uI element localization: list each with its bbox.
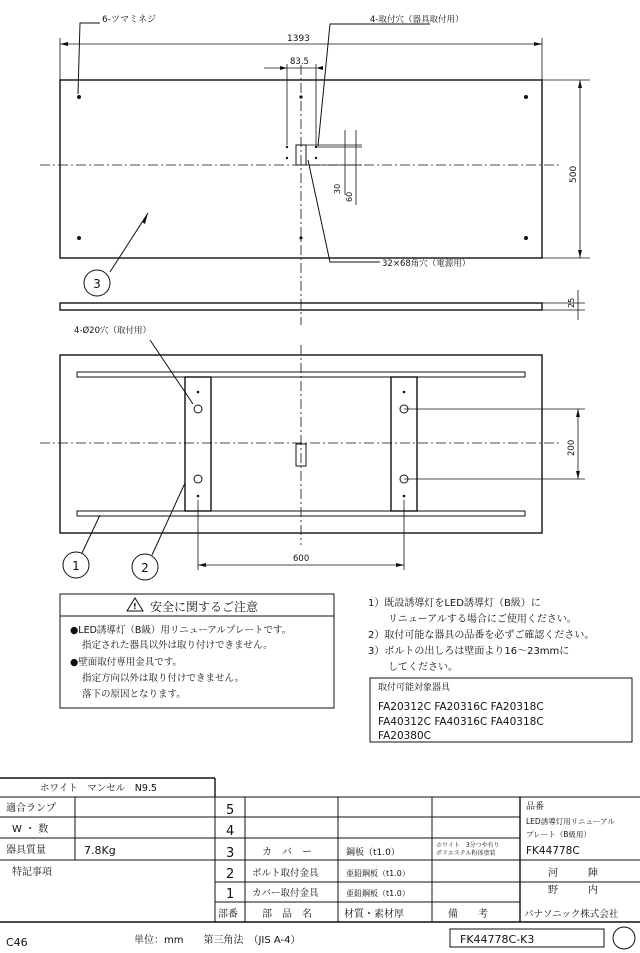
balloon-2-label: 2: [141, 561, 149, 575]
bracket-view: [40, 325, 585, 580]
screw-dot: [524, 236, 528, 240]
part-number-1: 1: [226, 887, 235, 902]
screw-label: 6-ツマミネジ: [102, 15, 156, 25]
company-name: パナソニック株式会社: [524, 909, 619, 920]
caution-item2-line1: ●壁面取付専用金具です。: [70, 657, 183, 668]
compatible-row3: FA20380C: [378, 730, 431, 742]
caution-item1-line2: 指定された器具以外は取り付けできません。: [82, 640, 273, 651]
revision-circle: [613, 927, 635, 949]
square-hole-leader: [308, 160, 380, 262]
compatible-row2: FA40312C FA40316C FA40318C: [378, 716, 544, 728]
lamp-label: 適合ランプ: [6, 803, 56, 814]
signature-2: 野 内: [548, 885, 598, 896]
note-1b: リニューアルする場合にご使用ください。: [388, 614, 577, 625]
width-dimension: 1393: [287, 34, 310, 44]
part-number-4: 4: [226, 824, 235, 839]
footer: [6, 927, 635, 949]
note-2: 2）取付可能な器具の品番を必ずご確認ください。: [368, 630, 595, 641]
note-3a: 3）ボルトの出しろは壁面より16～23mmに: [368, 646, 570, 657]
compatible-title: 取付可能対象器具: [378, 683, 451, 693]
mount-hole-label: 4-取付穴（器具取付用）: [370, 15, 464, 25]
screw-dot: [524, 95, 528, 99]
compatible-box: [370, 678, 632, 742]
balloon-1-label: 1: [72, 559, 80, 573]
part-1-material: 亜鉛鋼板（t1.0）: [346, 889, 410, 898]
part-number-2: 2: [226, 867, 235, 882]
part-1-name: カバー取付金具: [252, 888, 319, 899]
part-3-name: カ バ ー: [262, 847, 312, 858]
unit-projection: 単位：mm 第三角法 （JIS A-4）: [134, 935, 301, 946]
note-1a: 1）既設誘導灯をLED誘導灯（B級）に: [368, 598, 541, 609]
mass-value: 7.8Kg: [84, 844, 116, 857]
product-name-1: LED誘導灯用リニューアル: [526, 817, 615, 826]
svg-text:!: !: [133, 602, 137, 611]
sheet-code: C46: [6, 936, 28, 949]
mass-label: 器具質量: [6, 845, 46, 856]
note-3b: してください。: [388, 662, 458, 673]
part-number-3: 3: [226, 846, 235, 861]
square-hole-label: 32×68角穴（電源用）: [382, 259, 471, 269]
dim-60: 60: [345, 191, 354, 202]
header-part-no: 部番: [218, 909, 238, 920]
notes: [368, 596, 594, 673]
caution-box: [60, 594, 334, 708]
product-name-2: プレート（B級用）: [526, 830, 591, 839]
height-dimension: 500: [569, 165, 579, 183]
caution-title: 安全に関するご注意: [150, 600, 259, 614]
side-view: [60, 290, 585, 320]
color-spec: ホワイト マンセル N9.5: [40, 783, 157, 794]
mount-hole-leader: [318, 24, 430, 146]
bracket-right: [391, 377, 417, 511]
dim-30: 30: [333, 183, 342, 194]
part-2-name: ボルト取付金具: [252, 868, 319, 879]
plate-top-view: [40, 14, 590, 325]
title-block: [0, 778, 640, 922]
dim-600: 600: [293, 554, 310, 564]
signature-1: 河 陣: [548, 868, 598, 879]
header-part-name: 部 品 名: [262, 909, 312, 920]
special-label: 特記事項: [12, 867, 52, 878]
part-3-note-b: ポリエステル粉体塗装: [436, 850, 496, 857]
part-3-material: 鋼板（t1.0）: [346, 848, 400, 858]
product-code: FK44778C: [526, 845, 580, 857]
hinban-label: 品番: [526, 802, 545, 812]
screw-dot: [299, 95, 302, 98]
compatible-row1: FA20312C FA20316C FA20318C: [378, 701, 544, 713]
caution-item1-line1: ●LED誘導灯（B級）用リニューアルプレートです。: [70, 625, 292, 636]
screw-dot: [77, 95, 81, 99]
screw-leader: [78, 23, 100, 94]
hole-label: 4-Ø20穴（取付用）: [74, 326, 151, 336]
drawing-number: FK44778C-K3: [460, 933, 535, 946]
offset-dimension: 83.5: [290, 57, 309, 67]
screw-dot: [77, 236, 81, 240]
thickness-dimension: 25: [567, 297, 576, 308]
balloon-3-label: 3: [93, 277, 101, 291]
part-2-material: 亜鉛鋼板（t1.0）: [346, 869, 410, 878]
header-material: 材質・素材厚: [344, 909, 404, 920]
part-number-5: 5: [226, 803, 235, 818]
dim-200: 200: [567, 439, 577, 456]
part-3-note-a: ホワイト 3分つや有り: [436, 842, 500, 849]
caution-item2-line3: 落下の原因となります。: [82, 689, 186, 700]
header-note: 備 考: [448, 909, 488, 920]
screw-dot: [299, 236, 302, 239]
caution-item2-line2: 指定方向以外は取り付けできません。: [82, 673, 245, 684]
watt-label: W ・ 数: [12, 824, 49, 835]
